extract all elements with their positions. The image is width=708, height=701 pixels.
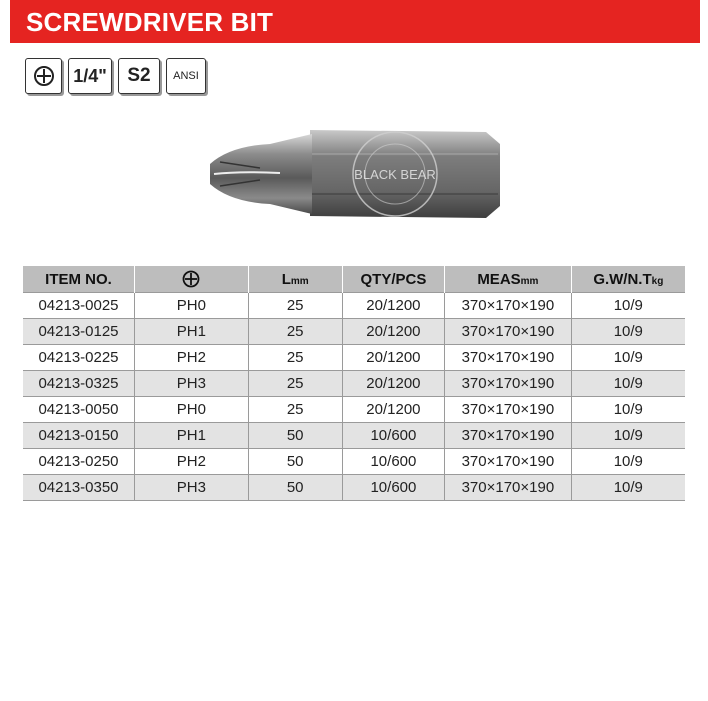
cell-type: PH2 <box>135 345 249 371</box>
cell-meas: 370×170×190 <box>445 293 571 319</box>
cell-qty: 10/600 <box>342 475 444 501</box>
table-row <box>23 345 685 371</box>
cell-meas: 370×170×190 <box>445 371 571 397</box>
cell-qty: 20/1200 <box>342 397 444 423</box>
header-length-label: L <box>281 270 291 288</box>
cell-length: 50 <box>248 449 342 475</box>
table-row <box>23 397 685 423</box>
cell-length: 25 <box>248 293 342 319</box>
cell-type: PH2 <box>135 449 249 475</box>
header-length-unit: mm <box>290 275 309 287</box>
table-row <box>23 449 685 475</box>
cell-item-no: 04213-0325 <box>23 371 135 397</box>
cell-type: PH3 <box>135 371 249 397</box>
header-weight-unit: kg <box>651 275 664 287</box>
cell-meas: 370×170×190 <box>445 423 571 449</box>
cell-meas: 370×170×190 <box>445 449 571 475</box>
cell-weight: 10/9 <box>571 345 685 371</box>
header-weight-label: G.W/N.T <box>593 270 652 288</box>
header-item-no: ITEM NO. <box>23 266 135 293</box>
table-row <box>23 371 685 397</box>
cell-item-no: 04213-0125 <box>23 319 135 345</box>
cell-qty: 20/1200 <box>342 371 444 397</box>
spec-badges <box>25 58 206 94</box>
cell-item-no: 04213-0025 <box>23 293 135 319</box>
cell-weight: 10/9 <box>571 371 685 397</box>
cell-type: PH0 <box>135 397 249 423</box>
table-header-row <box>23 266 685 293</box>
cell-item-no: 04213-0225 <box>23 345 135 371</box>
cell-meas: 370×170×190 <box>445 345 571 371</box>
cell-qty: 10/600 <box>342 449 444 475</box>
header-type <box>135 266 249 293</box>
cell-qty: 20/1200 <box>342 345 444 371</box>
cell-qty: 10/600 <box>342 423 444 449</box>
cell-item-no: 04213-0250 <box>23 449 135 475</box>
table-row <box>23 293 685 319</box>
header-qty: QTY/PCS <box>342 266 444 293</box>
material-badge: S2 <box>118 58 160 94</box>
phillips-icon <box>182 270 200 288</box>
cell-length: 50 <box>248 475 342 501</box>
cell-type: PH1 <box>135 319 249 345</box>
cell-type: PH1 <box>135 423 249 449</box>
screwdriver-bit-image <box>200 124 510 224</box>
cell-meas: 370×170×190 <box>445 397 571 423</box>
cell-weight: 10/9 <box>571 319 685 345</box>
cell-length: 50 <box>248 423 342 449</box>
cell-weight: 10/9 <box>571 449 685 475</box>
header-length <box>248 266 342 293</box>
cell-length: 25 <box>248 371 342 397</box>
table-row <box>23 475 685 501</box>
cell-qty: 20/1200 <box>342 319 444 345</box>
cell-length: 25 <box>248 319 342 345</box>
watermark-text: BLACK BEAR <box>354 167 436 182</box>
cell-length: 25 <box>248 345 342 371</box>
cell-weight: 10/9 <box>571 397 685 423</box>
cell-weight: 10/9 <box>571 293 685 319</box>
header-meas-label: MEAS <box>477 270 521 288</box>
header-meas <box>445 266 571 293</box>
cell-weight: 10/9 <box>571 423 685 449</box>
phillips-badge <box>25 58 62 94</box>
cell-type: PH0 <box>135 293 249 319</box>
header-weight <box>571 266 685 293</box>
standard-badge: ANSI <box>166 58 206 94</box>
table-row <box>23 319 685 345</box>
table-row <box>23 423 685 449</box>
cell-weight: 10/9 <box>571 475 685 501</box>
cell-item-no: 04213-0050 <box>23 397 135 423</box>
cell-length: 25 <box>248 397 342 423</box>
phillips-icon <box>33 65 55 87</box>
drive-size-badge: 1/4" <box>68 58 112 94</box>
cell-type: PH3 <box>135 475 249 501</box>
header-meas-unit: mm <box>520 275 539 287</box>
cell-qty: 20/1200 <box>342 293 444 319</box>
cell-item-no: 04213-0350 <box>23 475 135 501</box>
cell-meas: 370×170×190 <box>445 475 571 501</box>
cell-meas: 370×170×190 <box>445 319 571 345</box>
title-banner <box>10 0 700 43</box>
spec-table <box>23 266 685 501</box>
page-title: SCREWDRIVER BIT <box>26 7 274 37</box>
cell-item-no: 04213-0150 <box>23 423 135 449</box>
